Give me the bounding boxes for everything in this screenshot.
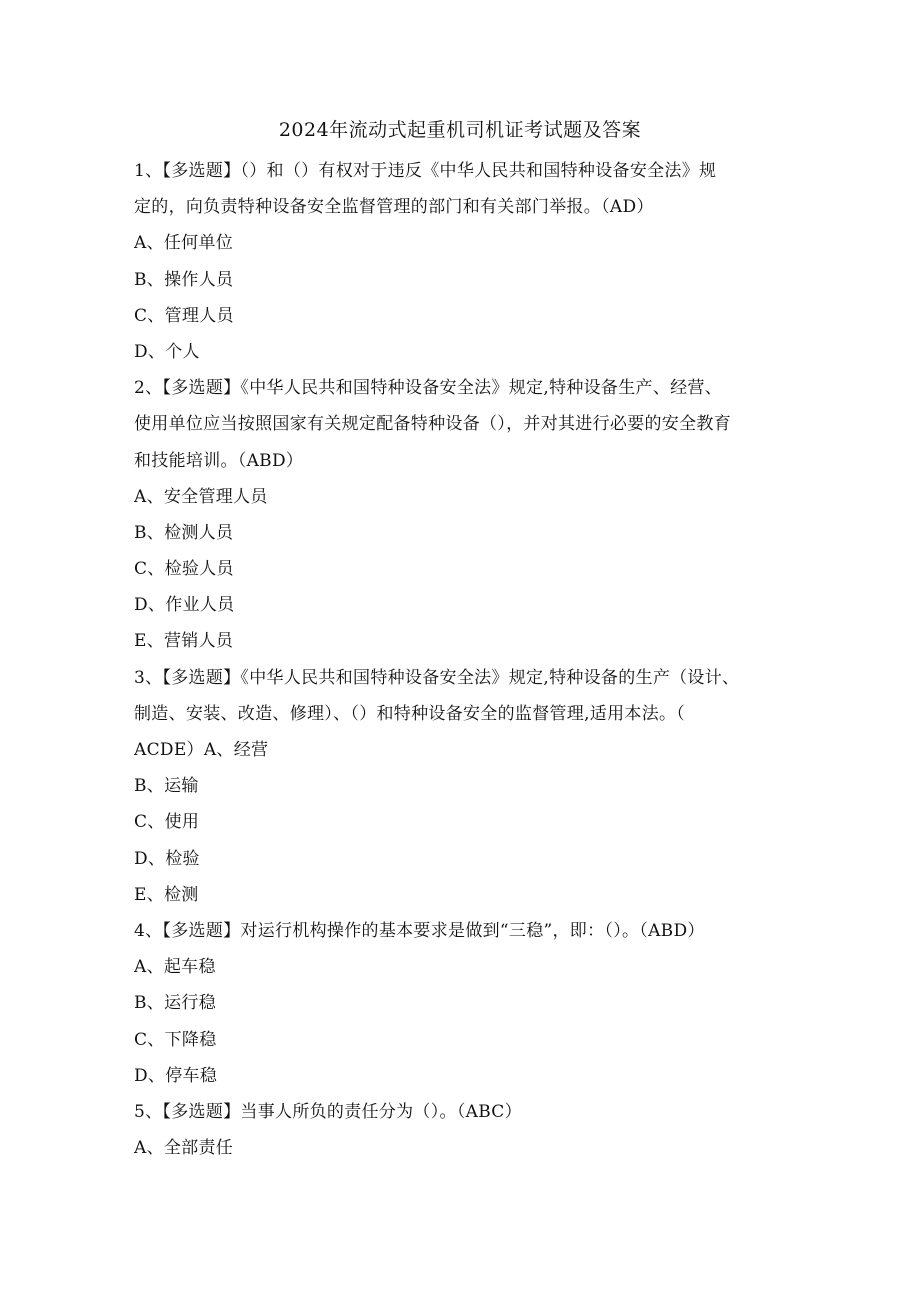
document-body bbox=[134, 156, 814, 1169]
text-line: 3、【多选题】《中华人民共和国特种设备安全法》规定,特种设备的生产（设计、 bbox=[134, 667, 740, 688]
text-line: 2、【多选题】《中华人民共和国特种设备安全法》规定,特种设备生产、经营、 bbox=[134, 378, 723, 399]
text-line: C、检验人员 bbox=[134, 559, 234, 580]
text-line: B、检测人员 bbox=[134, 522, 234, 543]
text-line: E、营销人员 bbox=[134, 631, 234, 652]
text-line: 1、【多选题】（）和（）有权对于违反《中华人民共和国特种设备安全法》规 bbox=[134, 161, 717, 181]
text-line: 和技能培训。（ABD） bbox=[134, 450, 304, 471]
text-line: 制造、安装、改造、修理）、（）和特种设备安全的监督管理,适用本法。（ bbox=[134, 703, 686, 724]
text-line: B、运输 bbox=[134, 776, 199, 797]
text-line: A、任何单位 bbox=[134, 233, 234, 254]
text-line: D、停车稳 bbox=[134, 1065, 218, 1086]
text-line: E、检测 bbox=[134, 884, 199, 905]
document-title: 2024年流动式起重机司机证考试题及答案 bbox=[278, 119, 642, 141]
text-line: 4、【多选题】对运行机构操作的基本要求是做到“三稳”，即：（）。（ABD） bbox=[134, 920, 705, 941]
text-line: D、检验 bbox=[134, 848, 200, 869]
text-line: ACDE）A、经营 bbox=[134, 740, 269, 760]
text-line: C、使用 bbox=[134, 812, 200, 833]
text-line: A、起车稳 bbox=[134, 957, 216, 978]
text-line: 使用单位应当按照国家有关规定配备特种设备（），并对其进行必要的安全教育 bbox=[134, 414, 731, 435]
text-line: C、管理人员 bbox=[134, 305, 234, 326]
text-line: D、个人 bbox=[134, 341, 200, 362]
text-line: A、全部责任 bbox=[134, 1138, 234, 1159]
text-line: 定的，向负责特种设备安全监督管理的部门和有关部门举报。（AD） bbox=[134, 197, 654, 218]
text-line: C、下降稳 bbox=[134, 1029, 217, 1050]
text-line: 5、【多选题】当事人所负的责任分为（）。（ABC） bbox=[134, 1101, 522, 1122]
text-line: A、安全管理人员 bbox=[134, 486, 268, 507]
text-line: D、作业人员 bbox=[134, 595, 235, 616]
text-line: B、运行稳 bbox=[134, 993, 216, 1014]
text-line: B、操作人员 bbox=[134, 269, 234, 290]
